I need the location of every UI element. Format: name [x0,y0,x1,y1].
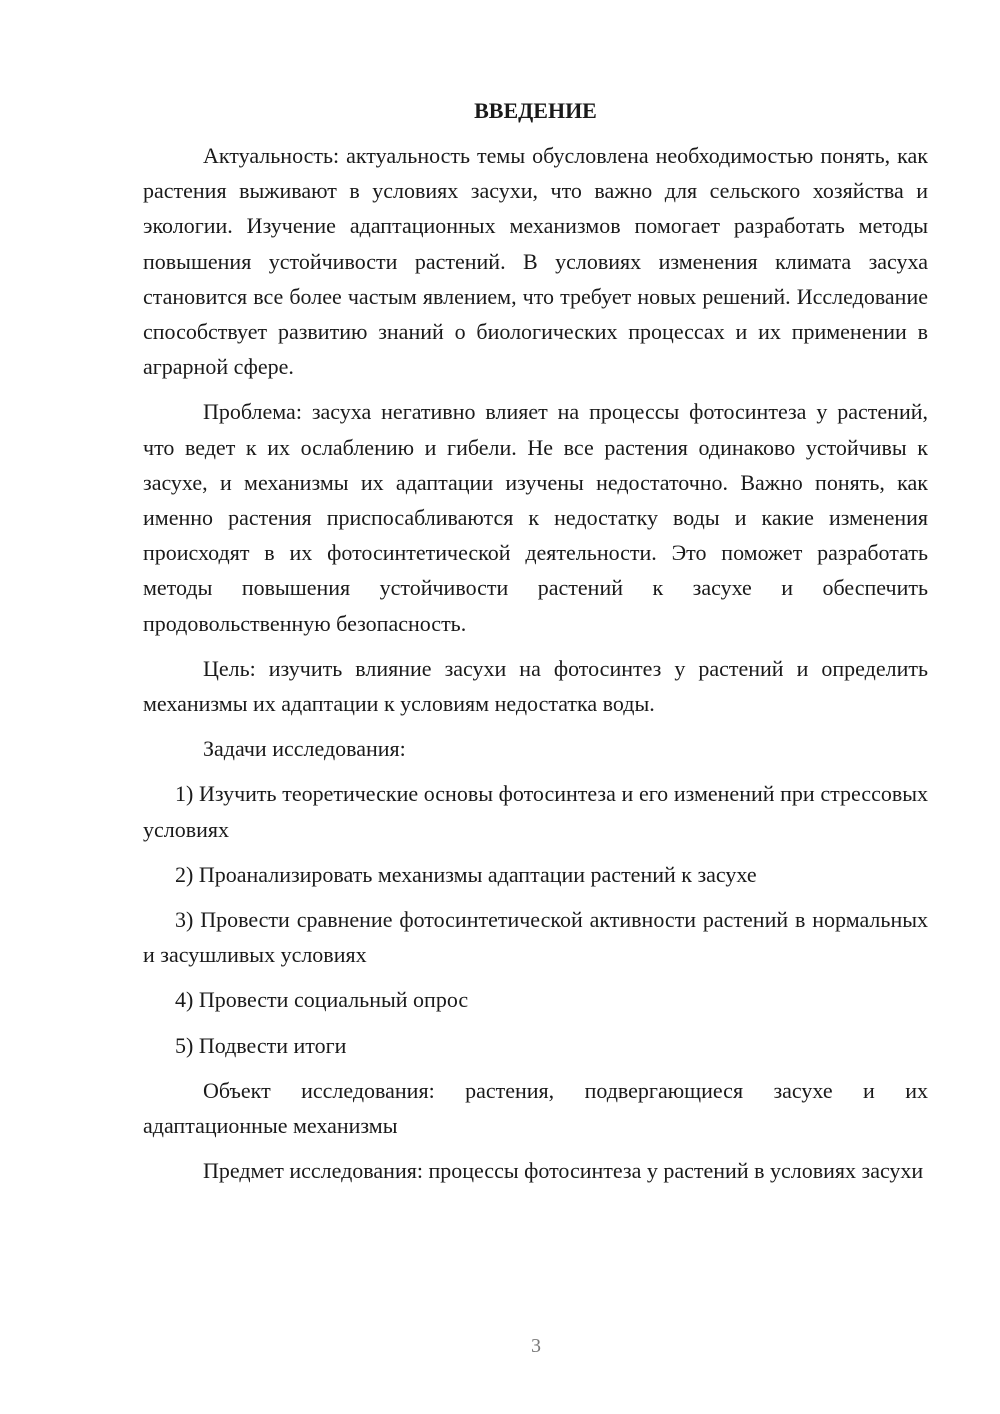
task-item-4: 4) Провести социальный опрос [175,987,469,1013]
task-item-2: 2) Проанализировать механизмы адаптации растений к засухе [175,861,757,887]
section-heading: ВВЕДЕНИЕ [474,98,597,123]
task-item-5: 5) Подвести итоги [175,1032,347,1058]
tasks-title: Задачи исследования: [203,736,406,762]
page-number: 3 [531,1335,541,1357]
object-paragraph: Объект исследования: растения, подвергающиеся засухе и их адаптационные механизмы [143,1077,928,1139]
relevance-paragraph: Актуальность: актуальность темы обусловлена необходимостью понять, как растения выживают в условиях засухи, что важно для сельского хозяйства и экологии. Изучение адаптационных механизмов помогает разработать методы повышения устойчивости растений. В условиях изменения климата засуха становится все более частым явлением, что требует новых решений. Исследование способствует развитию знаний о биологических процессах и их применении в аграрной сфере. [143,143,928,380]
document-page [143,96,928,1198]
subject-paragraph: Предмет исследования: процессы фотосинтеза у растений в условиях засухи [203,1158,924,1184]
task-item-3: 3) Провести сравнение фотосинтетической активности растений в нормальных и засушливых условиях [143,907,928,968]
task-item-1: 1) Изучить теоретические основы фотосинтеза и его изменений при стрессовых условиях [143,781,928,842]
goal-paragraph: Цель: изучить влияние засухи на фотосинтез у растений и определить механизмы их адаптации к условиям недостатка воды. [143,655,928,717]
problem-paragraph: Проблема: засуха негативно влияет на процессы фотосинтеза у растений, что ведет к их ослаблению и гибели. Не все растения одинаково устойчивы к засухе, и механизмы их адаптации изучены недостаточно. Важно понять, как именно растения приспосабливаются к недостатку воды и какие изменения происходят в их фотосинтетической деятельности. Это поможет разработать методы повышения устойчивости растений к засухе и обеспечить продовольственную безопасность. [143,399,928,636]
